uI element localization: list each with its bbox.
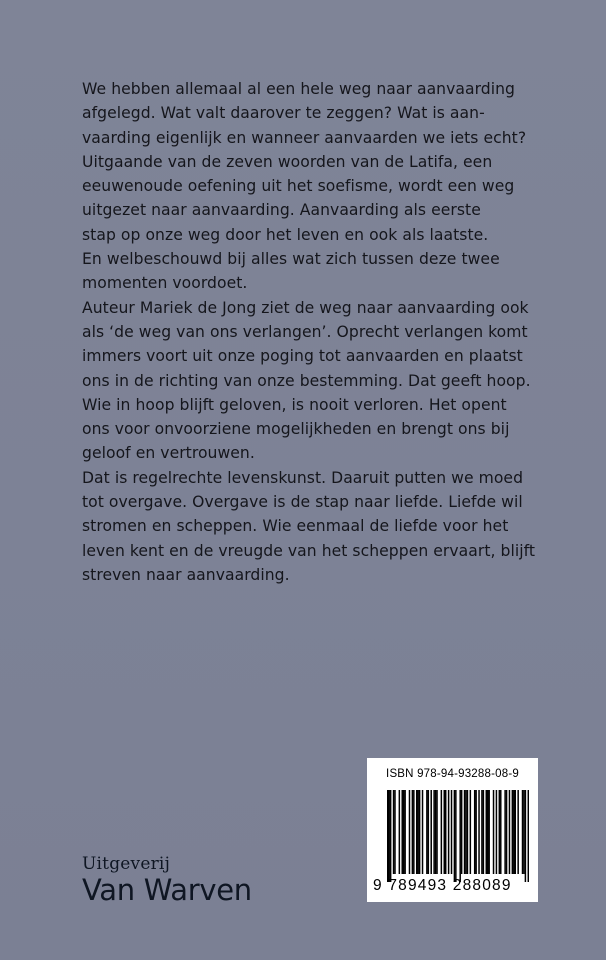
barcode-bar	[394, 790, 396, 874]
publisher-prefix: Uitgeverij	[82, 854, 171, 874]
blurb-line: immers voort uit onze poging tot aanvaarden en plaatst	[82, 347, 523, 366]
barcode-bar	[512, 790, 514, 874]
barcode-bar	[488, 790, 490, 874]
barcode-bar	[387, 790, 389, 882]
blurb-line: En welbeschouwd bij alles wat zich tussen deze twee	[82, 250, 500, 269]
blurb-line: afgelegd. Wat valt daarover te zeggen? Wat is aan-	[82, 104, 485, 123]
barcode-bar	[493, 790, 495, 874]
barcode-bar	[483, 790, 485, 874]
blurb-line: Uitgaande van de zeven woorden van de Latifa, een	[82, 152, 493, 171]
blurb-line: tot overgave. Overgave is de stap naar liefde. Liefde wil	[82, 493, 523, 512]
barcode-bar	[470, 790, 472, 874]
blurb-line: Wie in hoop blijft geloven, is nooit verloren. Het opent	[82, 395, 507, 414]
barcode-bar	[486, 790, 488, 874]
barcode-bar	[413, 790, 415, 874]
isbn-barcode-box	[367, 758, 538, 902]
barcode-bar	[441, 790, 443, 874]
barcode-bar	[481, 790, 483, 874]
barcode-bar	[461, 790, 463, 874]
barcode-digits: 9 789493 288089	[373, 877, 512, 894]
barcode-bar	[515, 790, 517, 874]
barcode-bar	[455, 790, 457, 882]
barcode-bar	[487, 790, 489, 874]
barcode-bar	[451, 790, 453, 874]
barcode-bar	[428, 790, 430, 874]
barcode-bar	[523, 790, 525, 874]
barcode-bar	[401, 790, 403, 874]
barcode-bar	[496, 790, 498, 874]
blurb-line: Dat is regelrechte levenskunst. Daaruit putten we moed	[82, 468, 524, 487]
barcode-bar	[409, 790, 411, 874]
blurb-line: We hebben allemaal al een hele weg naar aanvaarding	[82, 80, 515, 98]
barcode-bar	[390, 790, 392, 882]
blurb-line: Auteur Mariek de Jong ziet de weg naar aanvaarding ook	[82, 298, 529, 317]
barcode-bar	[454, 790, 456, 882]
barcode-icon	[387, 790, 529, 882]
barcode-bar	[393, 790, 395, 874]
barcode-bar	[504, 790, 506, 874]
blurb-line: stap op onze weg door het leven en ook als laatste.	[82, 225, 489, 244]
barcode-bar	[467, 790, 469, 874]
barcode-bar	[412, 790, 414, 874]
barcode-bar	[416, 790, 418, 874]
barcode-bar	[506, 790, 508, 874]
barcode-bar	[522, 790, 524, 874]
barcode-bar	[459, 790, 461, 882]
barcode-bar	[445, 790, 447, 874]
barcode-bar	[474, 790, 476, 874]
barcode-bar	[517, 790, 519, 874]
blurb-line: ons in de richting van onze bestemming. Dat geeft hoop.	[82, 371, 531, 390]
barcode-bar	[448, 790, 450, 874]
blurb-line: momenten voordoet.	[82, 274, 248, 293]
barcode-bar	[436, 790, 438, 874]
barcode-bar	[500, 790, 502, 874]
barcode-bar	[478, 790, 480, 874]
blurb-line: uitgezet naar aanvaarding. Aanvaarding als eerste	[82, 201, 481, 220]
barcode-bar	[513, 790, 515, 874]
blurb-line: geloof en vertrouwen.	[82, 444, 255, 463]
barcode-bar	[525, 790, 527, 882]
blurb-line: vaarding eigenlijk en wanneer aanvaarden we iets echt?	[82, 128, 527, 147]
barcode-bar	[422, 790, 424, 874]
publisher-name: Van Warven	[82, 873, 252, 907]
barcode-bar	[388, 790, 390, 882]
barcode-bar	[404, 790, 406, 874]
publisher-logo	[82, 854, 252, 906]
barcode-bar	[399, 790, 401, 874]
barcode-bar	[509, 790, 511, 874]
barcode-bar	[435, 790, 437, 874]
barcode-bar	[444, 790, 446, 874]
barcode-bar	[528, 790, 529, 882]
barcode-bar	[499, 790, 501, 874]
blurb-line: eeuwenoude oefening uit het soefisme, wordt een weg	[82, 177, 515, 196]
barcode-bar	[426, 790, 428, 874]
barcode-bar	[433, 790, 435, 874]
barcode-bar	[475, 790, 477, 874]
barcode-bar	[417, 790, 419, 874]
barcode-bar	[465, 790, 467, 874]
blurb-line: ons voor onvoorziene mogelijkheden en brengt ons bij	[82, 420, 510, 439]
blurb-line: streven naar aanvaarding.	[82, 565, 290, 584]
barcode-bar	[430, 790, 432, 874]
isbn-label: ISBN 978-94-93288-08-9	[386, 768, 519, 780]
blurb-line: stromen en scheppen. Wie eenmaal de liefde voor het	[82, 517, 509, 536]
blurb-line: leven kent en de vreugde van het scheppen ervaart, blijft	[82, 541, 536, 560]
blurb-line: als ‘de weg van ons verlangen’. Oprecht verlangen komt	[82, 322, 528, 341]
barcode-bar	[464, 790, 466, 874]
back-cover-blurb	[82, 77, 542, 587]
barcode-bar	[419, 790, 421, 874]
barcode-bar	[403, 790, 405, 874]
